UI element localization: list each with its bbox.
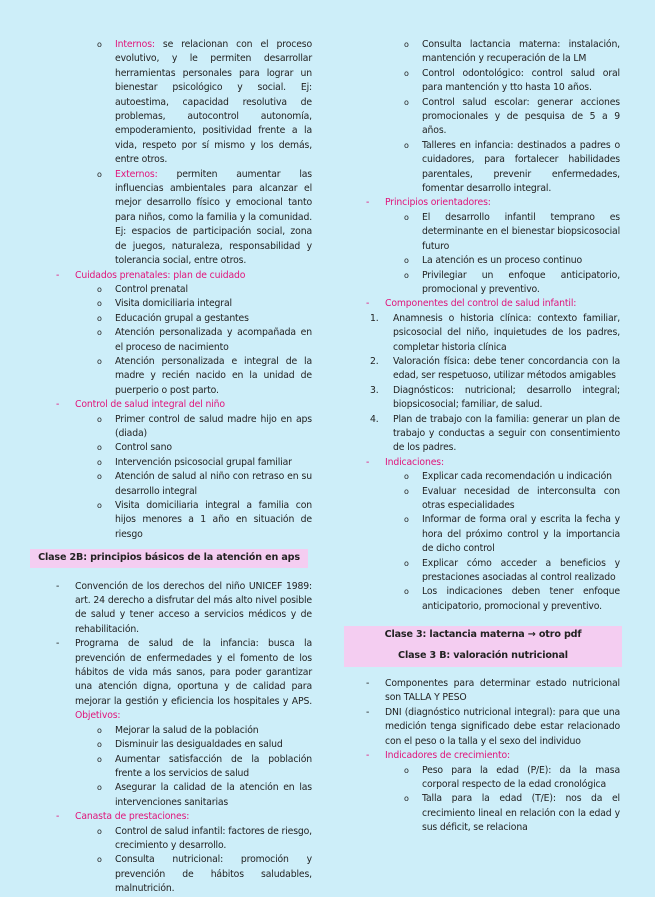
bullet-dash: - [56, 399, 60, 411]
numbered-item: 3. Diagnósticos: nutricional; desarrollo integral; biopsicosocial; familiar, de salud. [370, 384, 620, 411]
list-item: o Talla para la edad (T/E): nos da el crecimiento lineal en relación con la edad y sus déficit, se relaciona [404, 793, 620, 834]
list-item: o Asegurar la calidad de la atención en las intervenciones sanitarias [97, 782, 312, 808]
section-indicaciones-title: - Indicaciones: [366, 456, 444, 468]
list-item: o Atención personalizada y acompañada en el proceso de nacimiento [97, 327, 312, 353]
list-item: o Peso para la edad (P/E): da la masa corporal respecto de la edad cronológica [404, 764, 620, 790]
list-item: o Atención personalizada e integral de la madre y recién nacido en la unidad de puerperio o post parto. [97, 355, 312, 396]
list-item: o La atención es un proceso continuo [404, 255, 583, 267]
list-item: o Control odontológico: control salud oral para mantención y tto hasta 10 años. [404, 67, 620, 94]
bullet-o: o [97, 40, 102, 49]
list-item: o El desarrollo infantil temprano es determinante en el bienestar biopsicosocial futuro [404, 211, 620, 252]
list-item: o Atención de salud al niño con retraso en su desarrollo integral [97, 471, 312, 497]
list-item: - DNI (diagnóstico nutricional integral): para que una medición tenga significado debe estar relacionado con el peso o la talla y el sexo del individuo [366, 706, 620, 747]
list-item: o Evaluar necesidad de interconsulta con otras especialidades [404, 485, 620, 511]
list-item: o Intervención psicosocial grupal familiar [97, 456, 292, 468]
list-item: o Control prenatal [97, 283, 188, 295]
item-text: se relacionan con el proceso evolutivo, y le permiten desarrollar herramientas personales para lograr un bienestar psicológico y social. Ej: autoestima, capacidad resolutiva de problemas, autocontrol autonomía, empoderamiento, positividad frente a la vida, respeto por sí mismo y los demás, entre otros. [115, 39, 312, 166]
item-text: permiten aumentar las influencias ambientales para alcanzar el mejor desarrollo físico y emocional tanto para niños, como la familia y la comunidad. Ej: espacios de participación social, zona de juegos, naturaleza, responsabilidad y tolerancia social, entre otros. [115, 168, 312, 267]
list-item: o Informar de forma oral y escrita la fecha y hora del próximo control y la importancia de dicho control [404, 514, 620, 555]
list-item: o Visita domiciliaria integral a familia con hijos menores a 1 año en situación de riesgo [97, 500, 312, 540]
section-componentes-title: - Componentes del control de salud infantil: [366, 298, 577, 310]
section-heading-clase2b: Clase 2B: principios básicos de la atención en aps [30, 549, 308, 567]
section-canasta-title: - Canasta de prestaciones: [56, 811, 190, 823]
section-cuidados-title: - Cuidados prenatales: plan de cuidado [40, 269, 312, 283]
list-item: o Consulta nutricional: promoción y prevención de hábitos saludables, malnutrición. [97, 854, 312, 895]
section-indicadores-title: - Indicadores de crecimiento: [366, 750, 511, 762]
list-item: o Control sano [97, 442, 172, 454]
section-principios-title: - Principios orientadores: [366, 197, 491, 209]
term-label: Internos: [115, 39, 155, 50]
list-item: o Talleres en infancia: destinados a padres o cuidadores, para fortalecer habilidades parentales, prevenir enfermedades, fomentar desarrollo integral. [404, 139, 620, 195]
list-item: o Explicar cada recomendación u indicación [404, 471, 612, 483]
section-control-title: - Control de salud integral del niño [40, 398, 312, 412]
section-heading-clase3: Clase 3: lactancia materna → otro pdf [344, 626, 622, 644]
list-item [40, 168, 312, 269]
bullet-o: o [97, 169, 102, 179]
list-item: o Control de salud infantil: factores de riesgo, crecimiento y desarrollo. [97, 825, 312, 851]
list-item: - Programa de salud de la infancia: busca la prevención de enfermedades y el fomento de los hábitos de vida más sanos, para poder garantizar una atención digna, oportuna y de calidad para mejorar la gestión y eficiencia los hospitales y APS. Objetivos: [56, 638, 312, 722]
bullet-dash: - [56, 269, 60, 281]
list-item: o Mejorar la salud de la población [97, 724, 259, 736]
list-item: o Visita domiciliaria integral [97, 298, 232, 310]
objetivos-label: Objetivos: [75, 710, 121, 722]
numbered-item: 1. Anamnesis o historia clínica: contexto familiar, psicosocial del niño, inquietudes de los padres, completar historia clínica [370, 312, 620, 353]
section-heading-clase3b: Clase 3 B: valoración nutricional [344, 645, 622, 667]
left-column [40, 38, 312, 897]
list-item: o Control salud escolar: generar acciones promocionales y de pesquisa de 5 a 9 años. [404, 96, 620, 137]
term-label: Externos: [115, 168, 158, 180]
list-item: o Educación grupal a gestantes [97, 312, 249, 324]
right-column [350, 38, 620, 836]
list-item [40, 38, 312, 168]
list-item: o Los indicaciones deben tener enfoque anticipatorio, promocional y preventivo. [404, 586, 620, 612]
list-item: o Disminuir las desigualdades en salud [97, 739, 283, 751]
list-item: - Convención de los derechos del niño UNICEF 1989: art. 24 derecho a disfrutar del más alto nivel posible de salud y tener acceso a servicios médicos y de rehabilitación. [56, 580, 312, 635]
list-item: o Privilegiar un enfoque anticipatorio, promocional y preventivo. [404, 269, 620, 295]
numbered-item: 2. Valoración física: debe tener concordancia con la edad, ser respetuoso, utilizar métodos amigables [370, 355, 620, 382]
numbered-item: 4. Plan de trabajo con la familia: generar un plan de trabajo y conductas a seguir con consentimiento de los padres. [370, 413, 620, 454]
list-item: - Componentes para determinar estado nutricional son TALLA Y PESO [366, 678, 620, 704]
list-item: o Explicar cómo acceder a beneficios y prestaciones asociadas al control realizado [404, 557, 620, 584]
list-item: o Aumentar satisfacción de la población frente a los servicios de salud [97, 753, 312, 779]
list-item: o Consulta lactancia materna: instalación, mantención y recuperación de la LM [404, 39, 620, 65]
list-item: o Primer control de salud madre hijo en aps (diada) [97, 413, 312, 439]
